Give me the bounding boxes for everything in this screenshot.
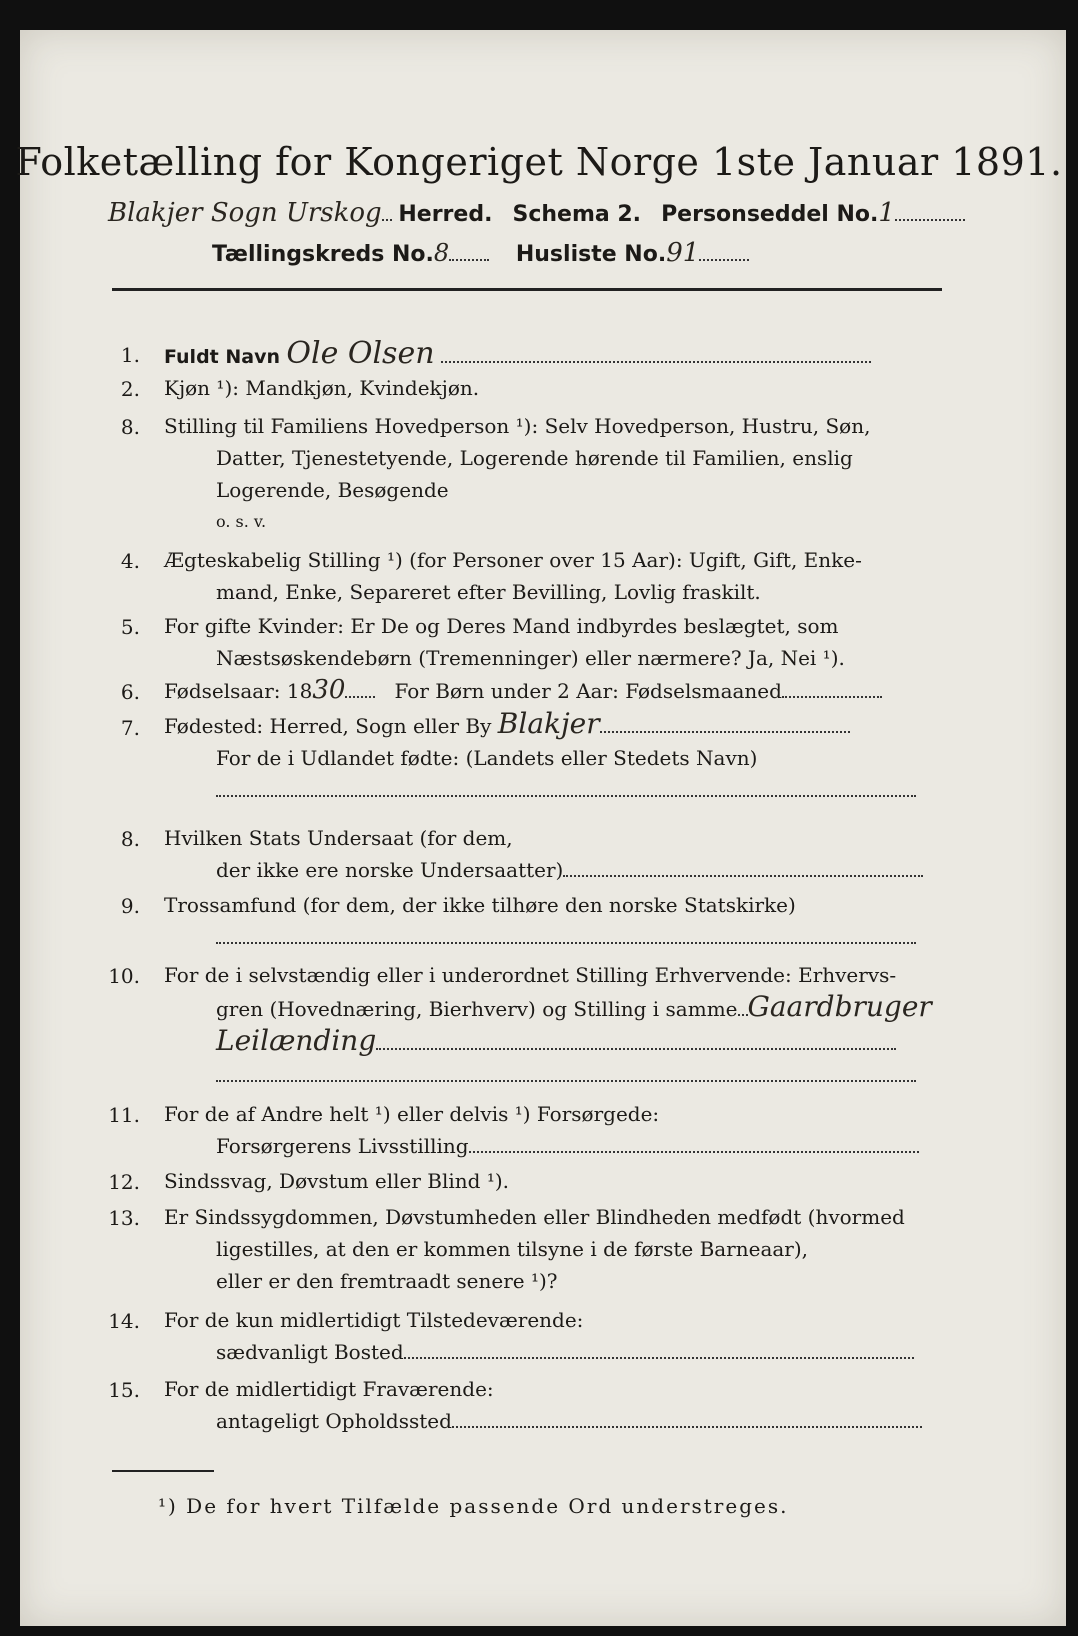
item-number: 7. [120, 716, 140, 740]
schema-label: Schema 2. [512, 202, 642, 227]
item-text: For Børn under 2 Aar: Fødselsmaaned [394, 679, 782, 703]
item-text: Er Sindssygdommen, Døvstumheden eller Blindheden medfødt (hvormed [164, 1205, 905, 1229]
item-number: 9. [120, 894, 140, 918]
item-text: For de af Andre helt ¹) eller delvis ¹) Forsørgede: [164, 1102, 660, 1126]
item-disability-onset [164, 1201, 905, 1297]
item-married-women [164, 610, 845, 674]
item-text: Kjøn ¹): Mandkjøn, Kvindekjøn. [164, 376, 480, 400]
herred-handwriting: Blakjer Sogn Urskog [108, 198, 382, 228]
item-label: Fuldt Navn [164, 346, 281, 368]
personseddel-number: 1 [878, 198, 895, 228]
item-number: 14. [108, 1309, 140, 1333]
occupation-value-2: Leilænding [216, 1024, 377, 1057]
item-text: ligestilles, at den er kommen tilsyne i de første Barneaar), [216, 1237, 809, 1261]
item-text: Logerende, Besøgende [216, 478, 449, 502]
header-herred-row [108, 198, 965, 228]
item-text: Fødselsaar: 18 [164, 679, 313, 703]
item-text: Hvilken Stats Undersaat (for dem, [164, 826, 513, 850]
item-number: 8. [120, 415, 140, 439]
item-number: 10. [108, 964, 140, 988]
item-full-name [164, 338, 940, 373]
item-temporary-present [164, 1304, 914, 1368]
item-text: Forsørgerens Livsstilling [216, 1134, 469, 1158]
form-title: Folketælling for Kongeriget Norge 1ste Januar 1891. [15, 140, 1063, 184]
item-text: o. s. v. [216, 512, 267, 531]
item-religion [164, 889, 916, 947]
husliste-label: Husliste No. [515, 242, 667, 267]
item-text: Næstsøskendebørn (Tremenninger) eller nærmere? Ja, Nei ¹). [216, 646, 845, 670]
item-marital-status [164, 544, 862, 608]
birth-year-value: 30 [312, 675, 346, 705]
item-citizenship [164, 822, 923, 886]
kreds-number: 8 [433, 239, 450, 267]
personseddel-label: Personseddel No. [661, 202, 879, 227]
item-number: 15. [108, 1378, 140, 1402]
herred-label: Herred. [398, 202, 493, 227]
item-text: sædvanligt Bosted [216, 1340, 404, 1364]
item-text: For de i selvstændig eller i underordnet Stilling Erhvervende: Erhvervs- [164, 963, 897, 987]
item-text: antageligt Opholdssted [216, 1409, 452, 1433]
item-text: For de midlertidigt Fraværende: [164, 1377, 494, 1401]
birthplace-value: Blakjer [497, 707, 600, 740]
full-name-value: Ole Olsen [286, 336, 435, 371]
item-occupation [164, 959, 932, 1085]
item-number: 4. [120, 549, 140, 573]
item-text: eller er den fremtraadt senere ¹)? [216, 1269, 558, 1293]
item-number: 5. [120, 615, 140, 639]
item-number: 8. [120, 827, 140, 851]
item-number: 6. [120, 680, 140, 704]
item-disability [164, 1165, 509, 1197]
header-rule [112, 288, 942, 291]
item-text: Fødested: Herred, Sogn eller By [164, 714, 492, 738]
item-number: 13. [108, 1206, 140, 1230]
item-text: For gifte Kvinder: Er De og Deres Mand indbyrdes beslægtet, som [164, 614, 839, 638]
item-temporary-absent [164, 1373, 922, 1437]
footnote-rule [112, 1470, 214, 1472]
item-supported [164, 1098, 919, 1162]
item-text: For de kun midlertidigt Tilstedeværende: [164, 1308, 584, 1332]
item-number: 2. [120, 377, 140, 401]
item-text: Stilling til Familiens Hovedperson ¹): Selv Hovedperson, Hustru, Søn, [164, 414, 871, 438]
husliste-number: 91 [666, 238, 700, 268]
item-text: mand, Enke, Separeret efter Bevilling, Lovlig fraskilt. [216, 580, 761, 604]
item-birth-year [164, 674, 882, 707]
item-text: For de i Udlandet fødte: (Landets eller Stedets Navn) [216, 746, 758, 770]
item-sex [164, 372, 479, 404]
occupation-value: Gaardbruger [747, 990, 932, 1023]
item-text: Datter, Tjenestetyende, Logerende hørende til Familien, enslig [216, 446, 853, 470]
footnote: ¹) De for hvert Tilfælde passende Ord understreges. [158, 1494, 789, 1518]
item-number: 11. [108, 1103, 140, 1127]
item-number: 12. [108, 1170, 140, 1194]
item-text: gren (Hovednæring, Bierhverv) og Stilling i samme [216, 997, 738, 1021]
item-birthplace [164, 708, 916, 804]
item-text: Trossamfund (for dem, der ikke tilhøre den norske Statskirke) [164, 893, 796, 917]
item-text: Sindssvag, Døvstum eller Blind ¹). [164, 1169, 510, 1193]
item-number: 1. [120, 343, 140, 367]
item-family-position [164, 410, 870, 538]
item-text: Ægteskabelig Stilling ¹) (for Personer over 15 Aar): Ugift, Gift, Enke- [164, 548, 862, 572]
kreds-label: Tællingskreds No. [212, 242, 434, 267]
item-text: der ikke ere norske Undersaatter) [216, 858, 564, 882]
header-kreds-row [212, 238, 749, 268]
